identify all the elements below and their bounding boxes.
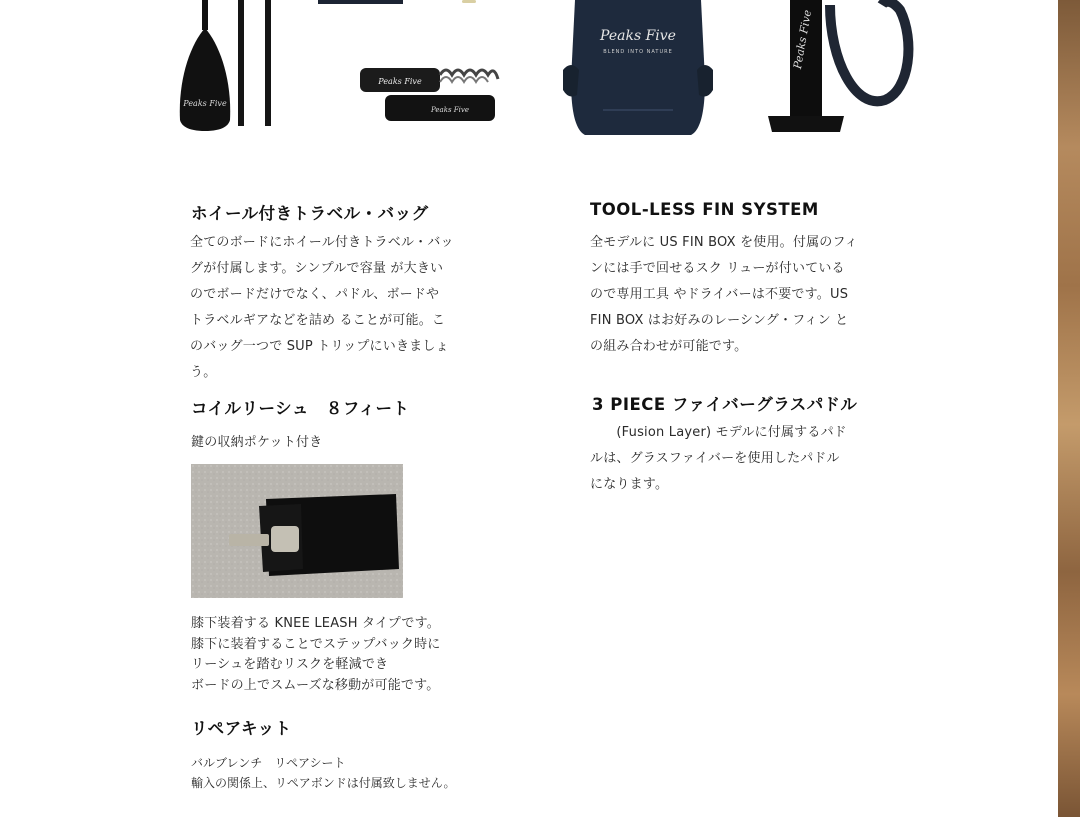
accessory-images-row <box>0 0 1058 150</box>
background-texture <box>1058 0 1080 817</box>
bag-description: 全てのボードにホイール付きトラベル・バッ グが付属します。シンプルで容量 が大きい のでボードだけでなく、パドル、ボードや トラベルギアなどを詰め ることが可能。こ のバッグ一つで SUP トリップにいきましょ う。 <box>190 235 454 380</box>
fin-description: 全モデルに US FIN BOX を使用。付属のフィ ンには手で回せるスク リューが付いている ので専用工具 やドライバーは不要です。US FIN BOX はお好みのレーシング・フィン と の組み合わせが可能です。 <box>590 235 858 354</box>
paddle-logo: Peaks Five <box>183 99 227 108</box>
leash-logo: Peaks Five <box>378 77 422 86</box>
bag-tagline: BLEND INTO NATURE <box>603 49 673 55</box>
bag-fragment-image <box>318 0 403 4</box>
repair-description: バルブレンチ リペアシート 輸入の関係上、リペアボンドは付属致しません。 <box>191 756 456 790</box>
leash-strap-logo: Peaks Five <box>431 106 469 114</box>
paddle-description: (Fusion Layer) モデルに付属するパド ルは、グラスファイバーを使用したパドル になります。 <box>590 425 847 492</box>
pump-image <box>760 0 920 140</box>
leash-title: コイルリーシュ ８フィート <box>191 399 410 418</box>
key-pocket-photo <box>191 464 403 598</box>
pump-logo: Peaks Five <box>790 8 815 70</box>
paddle-image <box>170 0 280 135</box>
fin-fragment-image <box>462 0 476 3</box>
travel-bag-image <box>563 0 713 140</box>
leash-subtitle: 鍵の収納ポケット付き <box>191 435 323 450</box>
bag-title: ホイール付きトラベル・バッグ <box>191 204 429 223</box>
fin-title: TOOL-LESS FIN SYSTEM <box>590 200 819 219</box>
paddle-title: 3 PIECE ファイバーグラスパドル <box>592 395 858 414</box>
bag-logo: Peaks Five <box>600 28 676 44</box>
repair-title: リペアキット <box>191 719 292 738</box>
leash-description: 膝下装着する KNEE LEASH タイプです。 膝下に装着することでステップバック時に リーシュを踏むリスクを軽減でき ボードの上でスムーズな移動が可能です。 <box>191 616 441 693</box>
coil-leash-image <box>355 50 505 130</box>
